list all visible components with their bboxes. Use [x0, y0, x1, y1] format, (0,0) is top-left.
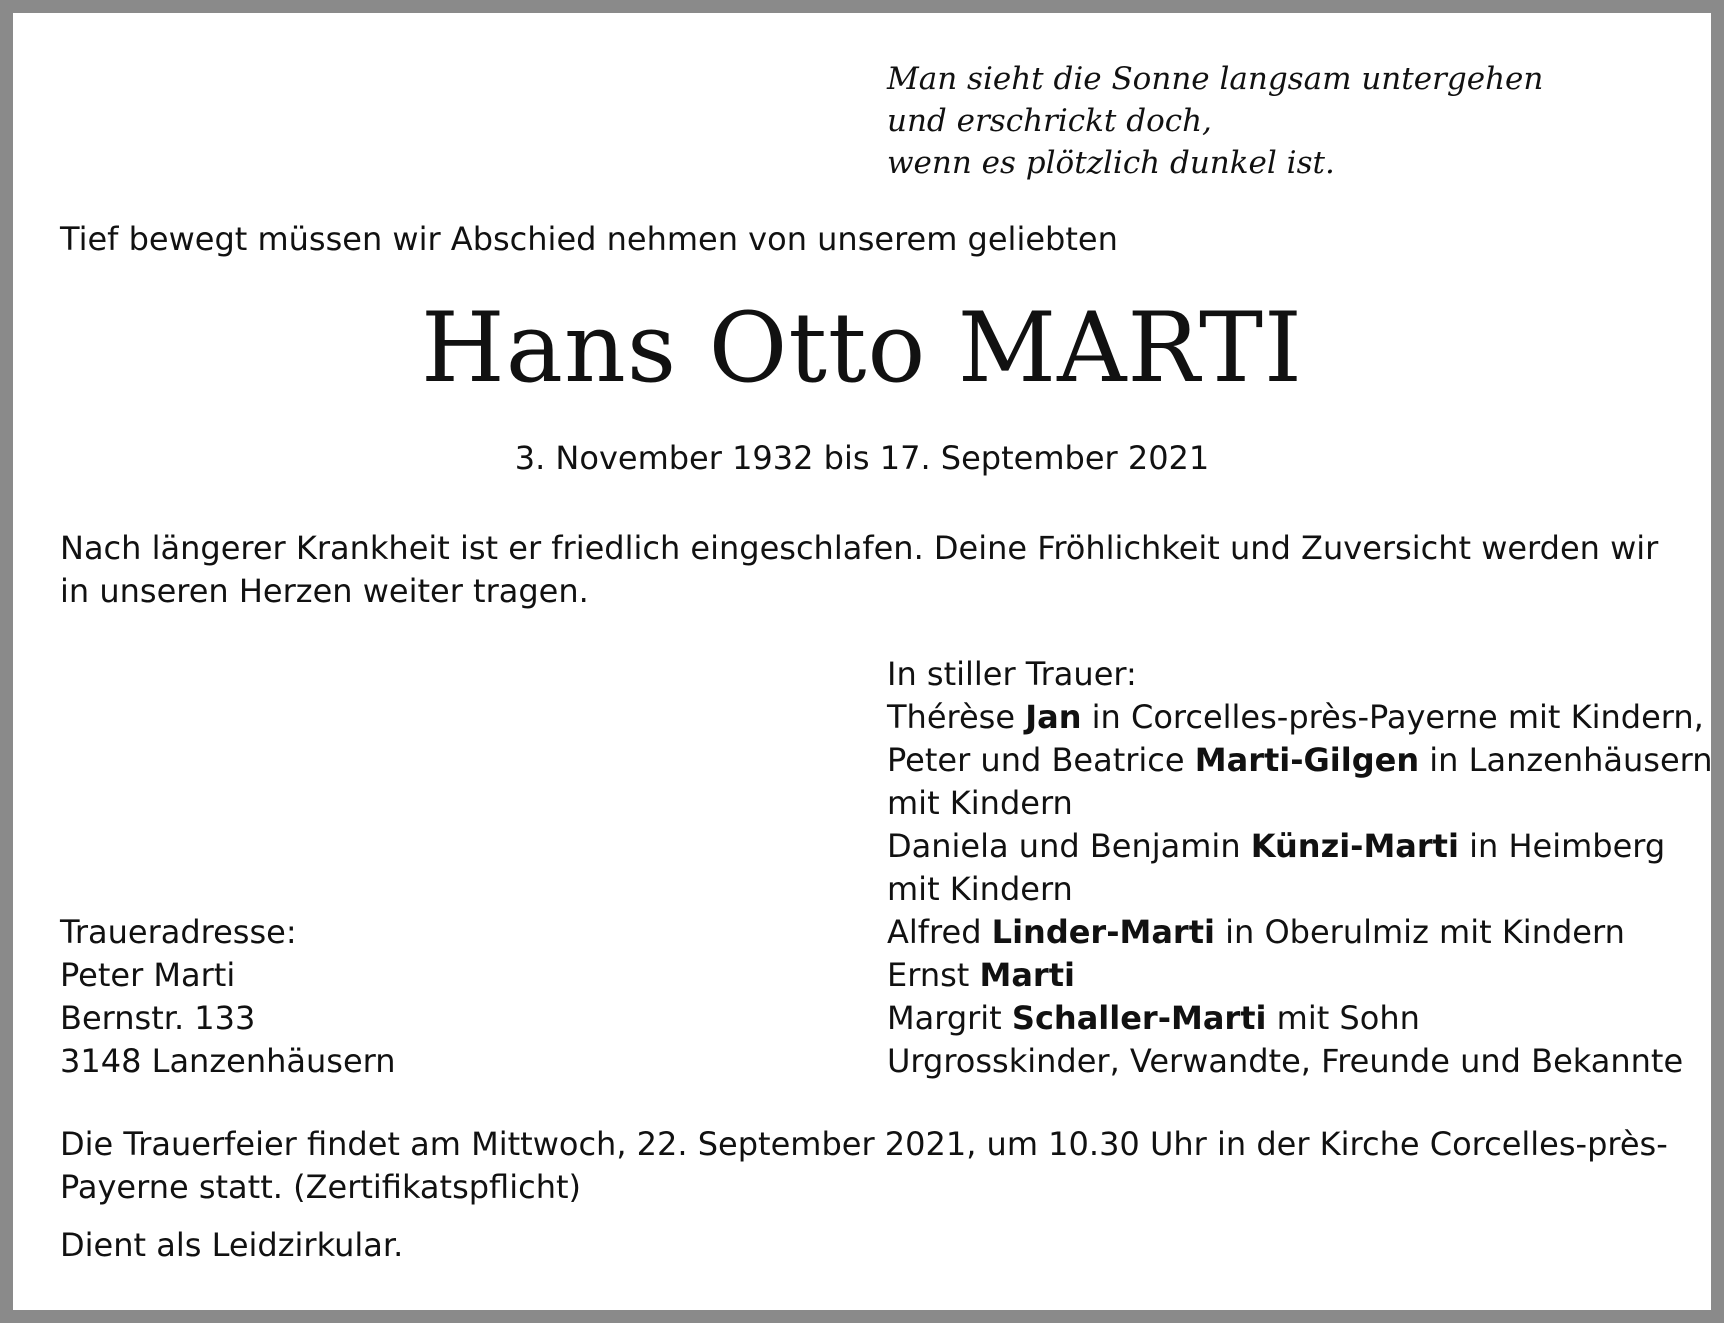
poem-line: wenn es plötzlich dunkel ist.	[887, 145, 1335, 181]
mourner-line: Urgrosskinder, Verwandte, Freunde und Bekannte	[887, 1042, 1684, 1080]
message-paragraph: Nach längerer Krankheit ist er friedlich eingeschlafen. Deine Fröhlichkeit und Zuversicht werden wir in unseren Herzen weiter tragen.	[60, 529, 1659, 610]
mourners-list	[887, 653, 1713, 1083]
mourners-heading: In stiller Trauer:	[887, 655, 1137, 693]
address-heading: Traueradresse:	[60, 913, 297, 951]
address-name: Peter Marti	[60, 956, 236, 994]
mourner-line: Daniela und Benjamin Künzi-Marti in Heimberg	[887, 827, 1666, 865]
mourner-line: Peter und Beatrice Marti-Gilgen in Lanzenhäusern	[887, 741, 1713, 779]
deceased-name: Hans Otto MARTI	[421, 292, 1303, 404]
intro-text: Tief bewegt müssen wir Abschied nehmen von unserem geliebten	[60, 220, 1118, 258]
mourner-line: Thérèse Jan in Corcelles-près-Payerne mit Kindern,	[887, 698, 1704, 736]
mourner-line: mit Kindern	[887, 870, 1073, 908]
poem-quote	[887, 58, 1543, 184]
mourning-address	[60, 911, 396, 1083]
mourner-line: Margrit Schaller-Marti mit Sohn	[887, 999, 1420, 1037]
circular-note: Dient als Leidzirkular.	[60, 1226, 404, 1264]
mourner-line: mit Kindern	[887, 784, 1073, 822]
poem-line: Man sieht die Sonne langsam untergehen	[887, 61, 1544, 97]
poem-line: und erschrickt doch,	[887, 103, 1212, 139]
funeral-service-text: Die Trauerfeier findet am Mittwoch, 22. September 2021, um 10.30 Uhr in der Kirche Corcelles-près-Payerne statt. (Zertifikatspflicht)	[60, 1125, 1668, 1206]
address-city: 3148 Lanzenhäusern	[60, 1042, 396, 1080]
life-dates: 3. November 1932 bis 17. September 2021	[514, 439, 1210, 477]
obituary-page	[13, 13, 1711, 1310]
mourner-line: Ernst Marti	[887, 956, 1075, 994]
mourner-line: Alfred Linder-Marti in Oberulmiz mit Kindern	[887, 913, 1625, 951]
address-street: Bernstr. 133	[60, 999, 256, 1037]
